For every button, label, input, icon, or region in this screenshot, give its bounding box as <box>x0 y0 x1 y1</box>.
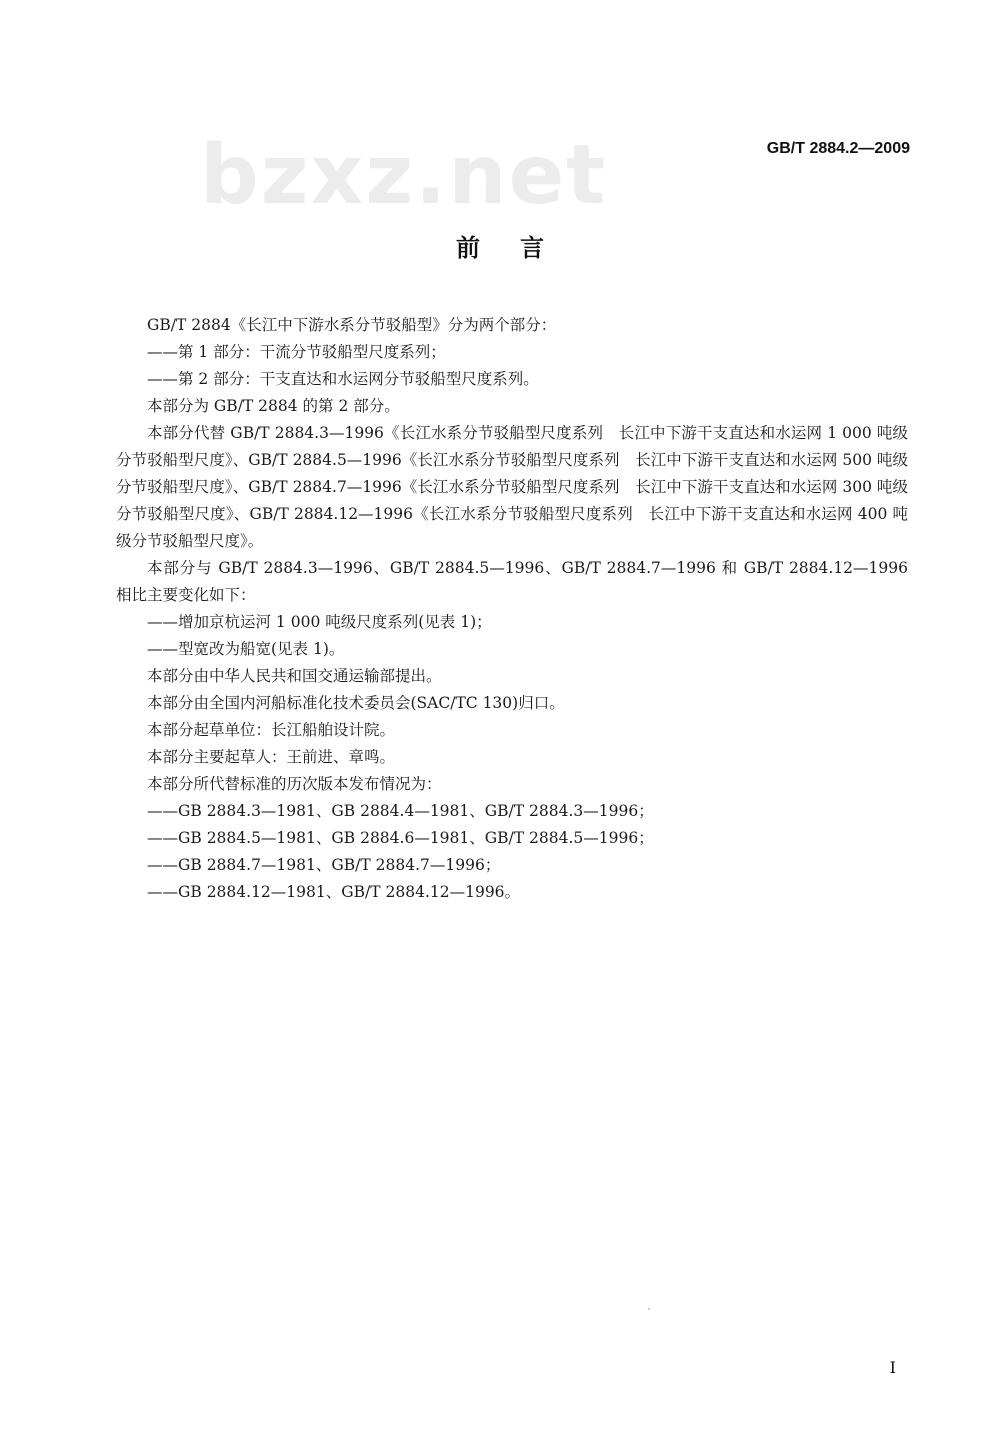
list-item: ——GB 2884.5—1981、GB 2884.6—1981、GB/T 2884.5—1996； <box>147 829 654 847</box>
paragraph: 本部分主要起草人：王前进、章鸣。 <box>147 748 396 766</box>
list-item: ——GB 2884.7—1981、GB/T 2884.7—1996； <box>147 856 501 874</box>
list-item: ——增加京杭运河 1 000 吨级尺度系列(见表 1)； <box>147 613 492 631</box>
page-title: 前言 <box>456 234 584 262</box>
standard-code: GB/T 2884.2—2009 <box>766 140 910 157</box>
paragraph: 本部分代替 GB/T 2884.3—1996《长江水系分节驳船型尺度系列 长江中下游干支直达和水运网 1 000 吨级分节驳船型尺度》、GB/T 2884.5—1996《长江水系分节驳船型尺度系列 长江中下游干支直达和水运网 500 吨级分节驳船型尺度》、GB/T 2884.7—1996《长江水系分节驳船型尺度系列 长江中下游干支直达和水运网 300 吨级分节驳船型尺度》、GB/T 2884.12—1996《长江水系分节驳船型尺度系列 长江中下游干支直达和水运网 400 吨级分节驳船型尺度》。 <box>116 424 908 550</box>
scan-speck <box>648 1308 650 1310</box>
paragraph: 本部分与 GB/T 2884.3—1996、GB/T 2884.5—1996、GB/T 2884.7—1996 和 GB/T 2884.12—1996 相比主要变化如下： <box>116 559 908 604</box>
paragraph: 本部分所代替标准的历次版本发布情况为： <box>147 775 442 793</box>
list-item: ——GB 2884.3—1981、GB 2884.4—1981、GB/T 2884.3—1996； <box>147 802 654 820</box>
paragraph: 本部分由中华人民共和国交通运输部提出。 <box>147 667 442 685</box>
list-item: ——型宽改为船宽(见表 1)。 <box>147 640 345 658</box>
list-item: ——第 2 部分：干支直达和水运网分节驳船型尺度系列。 <box>147 370 539 388</box>
list-item: ——第 1 部分：干流分节驳船型尺度系列； <box>147 343 446 361</box>
paragraph: 本部分为 GB/T 2884 的第 2 部分。 <box>147 397 400 415</box>
watermark-logo: bzxz.net <box>200 128 608 223</box>
paragraph: 本部分由全国内河船标准化技术委员会(SAC/TC 130)归口。 <box>147 694 565 712</box>
page-number: I <box>889 1358 896 1377</box>
list-item: ——GB 2884.12—1981、GB/T 2884.12—1996。 <box>147 883 521 901</box>
paragraph: 本部分起草单位：长江船舶设计院。 <box>147 721 396 739</box>
paragraph: GB/T 2884《长江中下游水系分节驳船型》分为两个部分： <box>147 316 557 334</box>
foreword-body <box>116 312 908 906</box>
